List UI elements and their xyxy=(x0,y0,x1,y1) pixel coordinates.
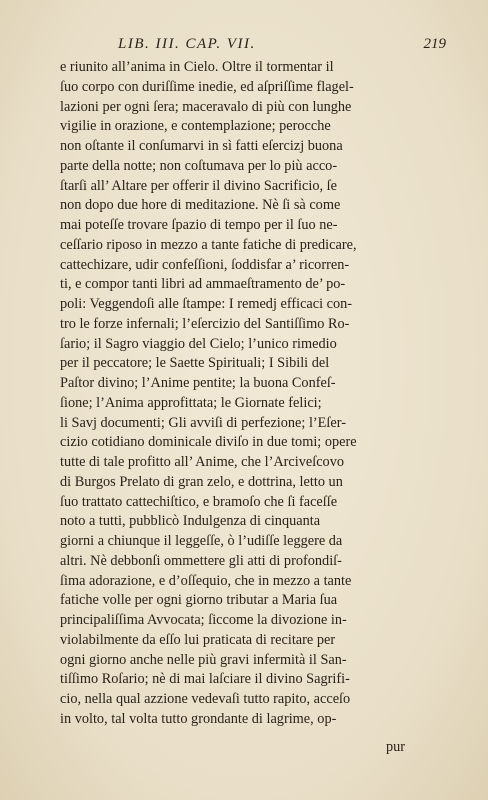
text-line: principaliſſima Avvocata; ſiccome la divozione in- xyxy=(60,612,347,628)
page-number: 219 xyxy=(423,36,446,52)
text-line: vigilie in orazione, e contemplazione; perocche xyxy=(60,118,331,135)
text-line: mai poteſſe trovare ſpazio di tempo per il ſuo ne- xyxy=(60,217,338,233)
text-line: ceſſario riposo in mezzo a tante fatiche di predicare, xyxy=(60,236,357,253)
text-line: non oſtante il conſumarvi in sì fatti eſercizj buona xyxy=(60,138,343,154)
text-line: ſione; l’Anima approfittata; le Giornate felici; xyxy=(60,394,322,411)
text-line: cizio cotidiano dominicale diviſo in due tomi; opere xyxy=(60,434,357,451)
text-line: lazioni per ogni ſera; maceravalo di più con lunghe xyxy=(60,98,352,115)
text-line: di Burgos Prelato di gran zelo, e dottrina, letto un xyxy=(60,473,343,490)
text-line: poli: Veggendoſi alle ſtampe: I remedj efficaci con- xyxy=(60,296,353,312)
text-line: Paſtor divino; l’Anime pentite; la buona Confeſ- xyxy=(60,375,336,391)
running-head: LIB. III. CAP. VII. xyxy=(118,36,256,52)
text-line: in volto, tal volta tutto grondante di lagrime, op- xyxy=(60,710,337,727)
text-line: tro le forze infernali; l’eſercizio del Santiſſimo Ro- xyxy=(60,315,350,332)
text-line: ſuo trattato cattechiſtico, e bramoſo che ſi faceſſe xyxy=(60,493,338,510)
text-line: altri. Nè debbonſi ommettere gli atti di profondiſ- xyxy=(60,552,342,569)
text-line: ti, e compor tanti libri ad ammaeſtramento de’ po- xyxy=(60,276,346,293)
catchword: pur xyxy=(386,739,406,755)
text-line: ſario; il Sagro viaggio del Cielo; l’unico rimedio xyxy=(60,335,337,352)
text-line: per il peccatore; le Saette Spirituali; I Sibili del xyxy=(60,355,330,372)
text-line: parte della notte; non coſtumava per lo più acco- xyxy=(60,157,338,174)
text-line: tutte di tale profitto all’ Anime, che l’Arciveſcovo xyxy=(60,454,344,470)
text-line: ogni giorno anche nelle più gravi infermità il San- xyxy=(60,651,347,668)
text-line: ſuo corpo con duriſſime inedie, ed aſpriſſime flagel- xyxy=(60,78,354,95)
text-line: violabilmente da eſſo lui praticata di recitare per xyxy=(60,631,336,648)
text-line: tiſſimo Roſario; nè di mai laſciare il divino Sagrifi- xyxy=(60,671,350,688)
text-line: cio, nella qual azzione vedevaſi tutto rapito, acceſo xyxy=(60,691,351,707)
text-line: non dopo due hore di meditazione. Nè ſi sà come xyxy=(60,197,341,214)
text-line: giorni a chiunque il leggeſſe, ò l’udiſſe leggere da xyxy=(60,533,343,549)
text-line: fatiche volle per ogni giorno tributar a Maria ſua xyxy=(60,592,338,609)
text-line: ſima adorazione, e d’oſſequio, che in mezzo a tante xyxy=(60,572,352,589)
body-text xyxy=(60,58,422,730)
text-line: li Savj documenti; Gli avviſi di perfezione; l’Eſer- xyxy=(60,414,346,431)
text-line: e riunito all’anima in Cielo. Oltre il tormentar il xyxy=(60,59,334,75)
text-line: ſtarſi all’ Altare per offerir il divino Sacrificio, ſe xyxy=(60,177,337,194)
page-header xyxy=(60,36,446,56)
text-line: noto a tutti, pubblicò Indulgenza di cinquanta xyxy=(60,513,321,530)
text-line: cattechizare, udir confeſſioni, ſoddisfar a’ ricorren- xyxy=(60,256,350,273)
